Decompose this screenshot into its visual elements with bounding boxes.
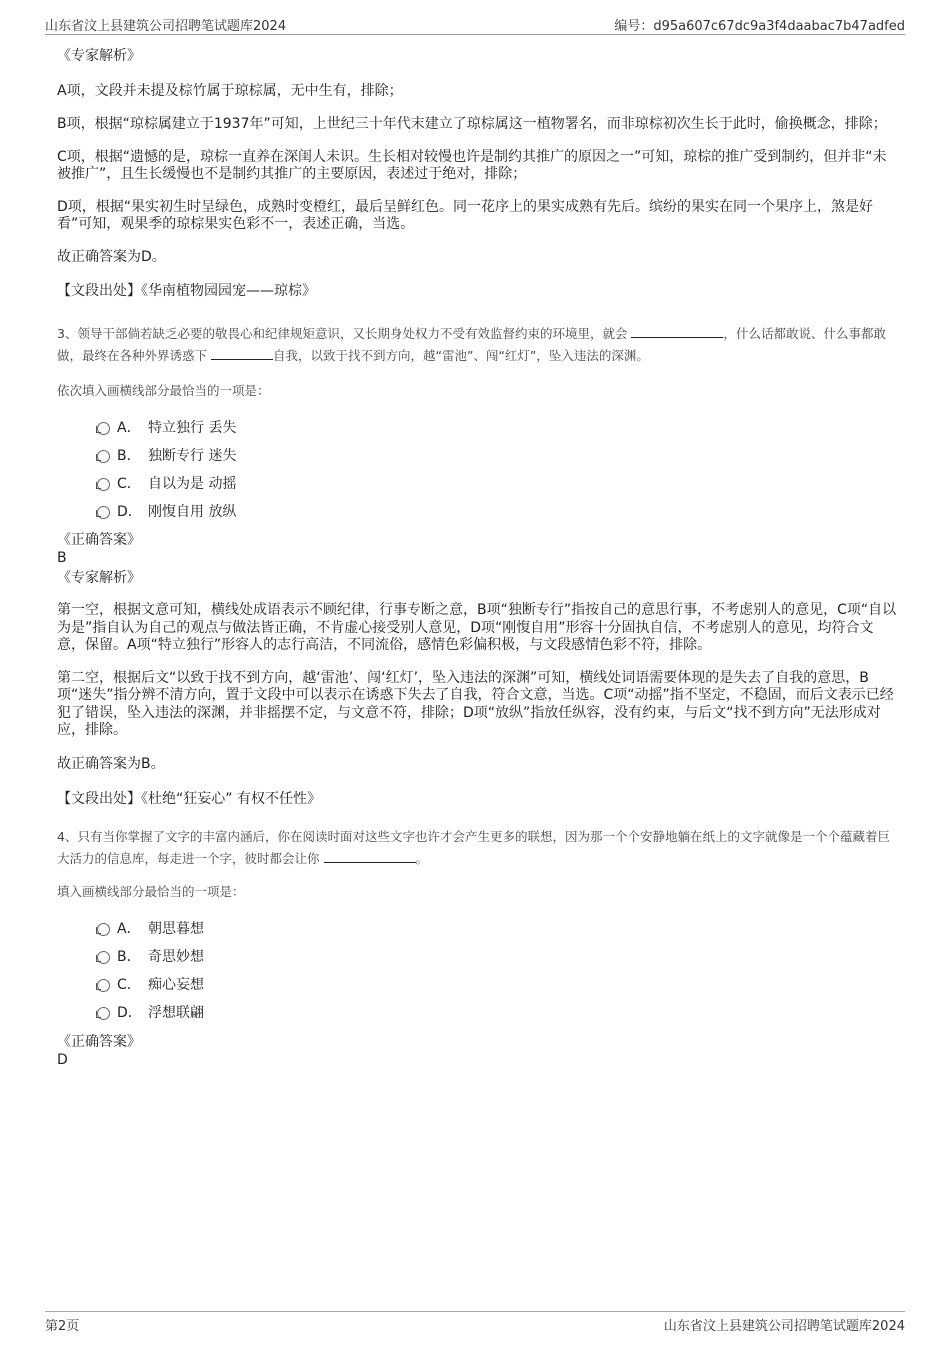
option-letter: A． xyxy=(117,920,141,937)
option-letter: C． xyxy=(117,475,141,492)
radio-icon[interactable] xyxy=(97,951,110,964)
q3-analysis-blank1: 第一空，根据文意可知，横线处成语表示不顾纪律，行事专断之意，B项“独断专行”指按自己的意思行事，不考虑别人的意见，C项“自以为是”指自认为自己的观点与做法皆正确，不肯虚心接受别人意见，D项“刚愎自用”形容十分固执自信，不考虑别人的意见，均符合文意，保留。A项“特立独行”形容人的志行高洁，不同流俗，感情色彩偏积极，与文段感情色彩不符，排除。 xyxy=(57,602,897,653)
q4-option-b[interactable] xyxy=(97,947,897,975)
q3-answer-title: 《正确答案》 xyxy=(57,531,141,548)
option-letter: B． xyxy=(117,948,141,965)
radio-icon[interactable] xyxy=(97,450,110,463)
option-text: 朝思暮想 xyxy=(148,920,204,937)
q3-analysis-blank2: 第二空，根据后文“以致于找不到方向，越‘雷池’、闯‘红灯’，坠入违法的深渊”可知，横线处词语需要体现的是失去了自我的意思，B项“迷失”指分辨不清方向，置于文段中可以表示在诱惑下失去了自我，符合文意，当选。C项“动摇”指不坚定，不稳固，而后文表示已经犯了错误，坠入违法的深渊，并非摇摆不定，与文意不符，排除；D项“放纵”指放任纵容，没有约束，与后文“找不到方向”无法形成对应，排除。 xyxy=(57,669,894,738)
option-text: 浮想联翩 xyxy=(148,1004,204,1021)
q4-option-a[interactable] xyxy=(97,919,897,947)
q3-conclusion: 故正确答案为B。 xyxy=(57,755,165,772)
q3-blank-1 xyxy=(631,325,723,338)
q2-analysis-c: C项，根据“遗憾的是，琼棕一直养在深闺人未识。生长相对较慢也许是制约其推广的原因之一”可知，琼棕的推广受到制约，但并非“未被推广”，且生长缓慢也不是制约其推广的主要原因，表述过于绝对，排除； xyxy=(57,148,887,182)
page-footer xyxy=(45,1311,905,1336)
q2-analysis-a: A项，文段并未提及棕竹属于琼棕属，无中生有，排除； xyxy=(57,82,403,99)
radio-icon[interactable] xyxy=(97,478,110,491)
radio-icon[interactable] xyxy=(97,506,110,519)
header-serial-number: 编号：d95a607c67dc9a3f4daabac7b47adfed xyxy=(614,19,905,34)
q4-option-c[interactable] xyxy=(97,975,897,1003)
page-content xyxy=(57,46,897,1070)
q3-source: 【文段出处】《杜绝“狂妄心” 有权不任性》 xyxy=(57,791,321,807)
q3-prompt: 依次填入画横线部分最恰当的一项是： xyxy=(57,382,270,398)
q3-option-a[interactable] xyxy=(97,418,897,446)
q3-stem xyxy=(57,323,897,367)
radio-icon[interactable] xyxy=(97,422,110,435)
radio-icon[interactable] xyxy=(97,1007,110,1020)
option-letter: D． xyxy=(117,1004,142,1021)
header-title: 山东省汶上县建筑公司招聘笔试题库2024 xyxy=(45,19,287,34)
option-letter: B． xyxy=(117,447,141,464)
q3-option-b[interactable] xyxy=(97,446,897,474)
q4-stem-part1: 4、只有当你掌握了文字的丰富内涵后，你在阅读时面对这些文字也许才会产生更多的联想，因为那一个个安静地躺在纸上的文字就像是一个个蕴藏着巨大活力的信息库，每走进一个字，彼时都会让你 xyxy=(57,828,890,866)
radio-icon[interactable] xyxy=(97,923,110,936)
q4-stem xyxy=(57,826,897,870)
q3-option-c[interactable] xyxy=(97,474,897,502)
q4-options xyxy=(57,919,897,1031)
q3-answer: B xyxy=(57,550,67,566)
option-letter: C． xyxy=(117,976,141,993)
footer-page-number: 第2页 xyxy=(45,1319,80,1334)
q3-stem-part3: 自我，以致于找不到方向，越“雷池”、闯“红灯”，坠入违法的深渊。 xyxy=(273,347,649,363)
option-text: 痴心妄想 xyxy=(148,976,204,993)
option-text: 刚愎自用 放纵 xyxy=(148,503,237,520)
option-letter: D． xyxy=(117,503,142,520)
option-text: 独断专行 迷失 xyxy=(148,447,237,464)
option-text: 自以为是 动摇 xyxy=(148,475,237,492)
q3-option-d[interactable] xyxy=(97,502,897,530)
q4-option-d[interactable] xyxy=(97,1003,897,1031)
option-text: 特立独行 丢失 xyxy=(148,419,237,436)
q3-analysis-title: 《专家解析》 xyxy=(57,569,141,586)
q4-answer: D xyxy=(57,1052,68,1068)
q4-stem-part2: 。 xyxy=(415,850,429,866)
q4-prompt: 填入画横线部分最恰当的一项是： xyxy=(57,883,245,899)
q3-stem-part2: ，什么话都敢说、什么事都敢做，最终在各种外界诱惑下 xyxy=(57,325,886,363)
q4-blank xyxy=(324,850,416,863)
q3-stem-part1: 3、领导干部倘若缺乏必要的敬畏心和纪律规矩意识，又长期身处权力不受有效监督约束的环境里，就会 xyxy=(57,325,628,341)
option-text: 奇思妙想 xyxy=(148,948,204,965)
page-header xyxy=(45,14,905,35)
q3-options xyxy=(57,418,897,530)
footer-title: 山东省汶上县建筑公司招聘笔试题库2024 xyxy=(663,1319,905,1334)
q2-conclusion: 故正确答案为D。 xyxy=(57,248,166,265)
q2-analysis-title: 《专家解析》 xyxy=(57,48,141,64)
q2-analysis-b: B项，根据“琼棕属建立于1937年”可知，上世纪三十年代末建立了琼棕属这一植物署名，而非琼棕初次生长于此时，偷换概念，排除； xyxy=(57,116,887,132)
option-letter: A． xyxy=(117,419,141,436)
radio-icon[interactable] xyxy=(97,979,110,992)
q2-analysis-d: D项，根据“果实初生时呈绿色，成熟时变橙红，最后呈鲜红色。同一花序上的果实成熟有先后。缤纷的果实在同一个果序上，煞是好看”可知，观果季的琼棕果实色彩不一，表述正确，当选。 xyxy=(57,198,874,232)
q3-blank-2 xyxy=(211,347,273,360)
q4-answer-title: 《正确答案》 xyxy=(57,1033,141,1050)
q2-source: 【文段出处】《华南植物园园宠——琼棕》 xyxy=(57,283,316,299)
